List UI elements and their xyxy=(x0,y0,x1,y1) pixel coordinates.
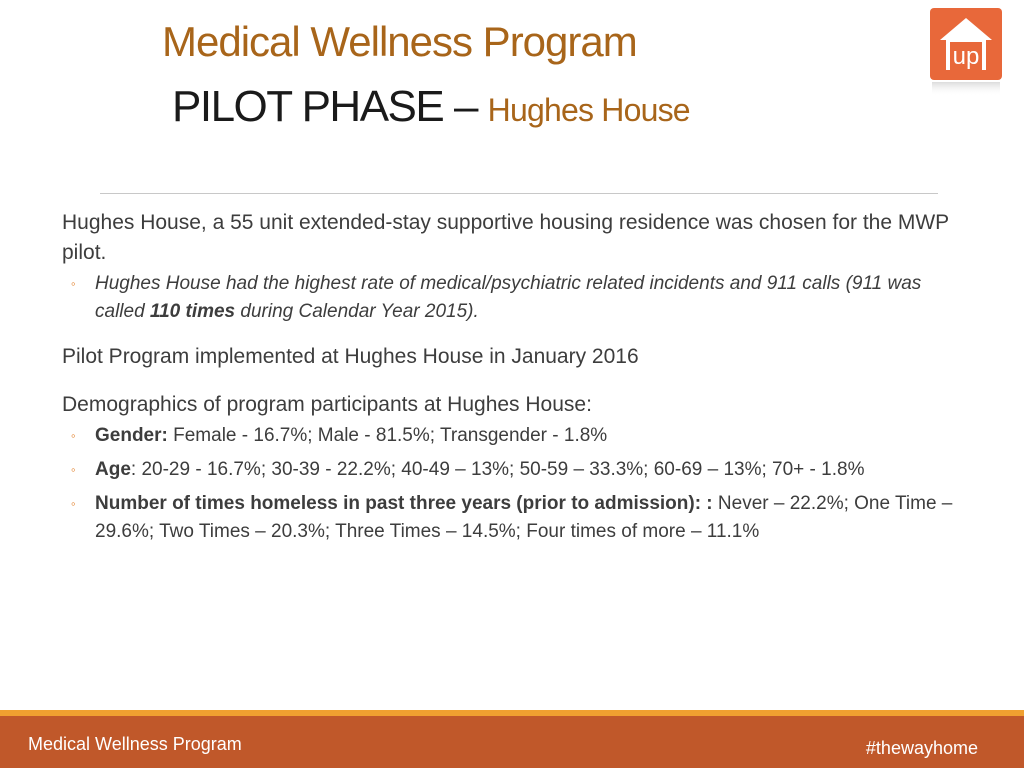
bullet-icon: ◦ xyxy=(71,496,76,511)
bullet-icon: ◦ xyxy=(71,428,76,443)
age-item xyxy=(62,456,962,484)
page-subtitle xyxy=(172,82,690,132)
highlight-110-times: 110 times xyxy=(149,301,236,322)
homeless-label: Number of times homeless in past three years (prior to admission): : xyxy=(95,493,713,514)
slide-body xyxy=(62,208,962,546)
gender-value: Female - 16.7%; Male - 81.5%; Transgender - 1.8% xyxy=(167,425,608,446)
age-label: Age xyxy=(95,459,131,480)
gender-item xyxy=(62,422,962,450)
gender-label: Gender: xyxy=(95,425,168,446)
incident-note: ◦ Hughes House had the highest rate of medical/psychiatric related incidents and 911 calls (911 was called 110 times during Calendar Year 2015). xyxy=(62,270,962,326)
footer-program-name: Medical Wellness Program xyxy=(28,734,242,754)
demographics-heading: Demographics of program participants at Hughes House: xyxy=(62,393,592,416)
subtitle-location: Hughes House xyxy=(487,92,690,128)
bullet-icon: ◦ xyxy=(71,462,76,477)
house-icon xyxy=(926,6,1006,98)
homeless-value: Never – 22.2%; One Time – 29.6%; Two Times – 20.3%; Three Times – 14.5%; Four times of more – 11.1% xyxy=(95,493,953,542)
title-divider xyxy=(100,193,938,194)
age-value: : 20-29 - 16.7%; 30-39 - 22.2%; 40-49 – 13%; 50-59 – 33.3%; 60-69 – 13%; 70+ - 1.8% xyxy=(130,459,865,480)
up-logo xyxy=(926,6,1006,98)
intro-paragraph: Hughes House, a 55 unit extended-stay supportive housing residence was chosen for the MWP pilot. xyxy=(62,211,949,264)
subtitle-main: PILOT PHASE – xyxy=(172,82,488,131)
pilot-paragraph: Pilot Program implemented at Hughes House in January 2016 xyxy=(62,345,639,368)
page-title: Medical Wellness Program xyxy=(162,18,637,65)
logo-text: up xyxy=(952,43,980,70)
footer-bar xyxy=(0,716,1024,768)
homeless-item xyxy=(62,490,962,546)
bullet-icon: ◦ xyxy=(71,276,76,291)
footer-hashtag: #thewayhome xyxy=(865,738,978,758)
